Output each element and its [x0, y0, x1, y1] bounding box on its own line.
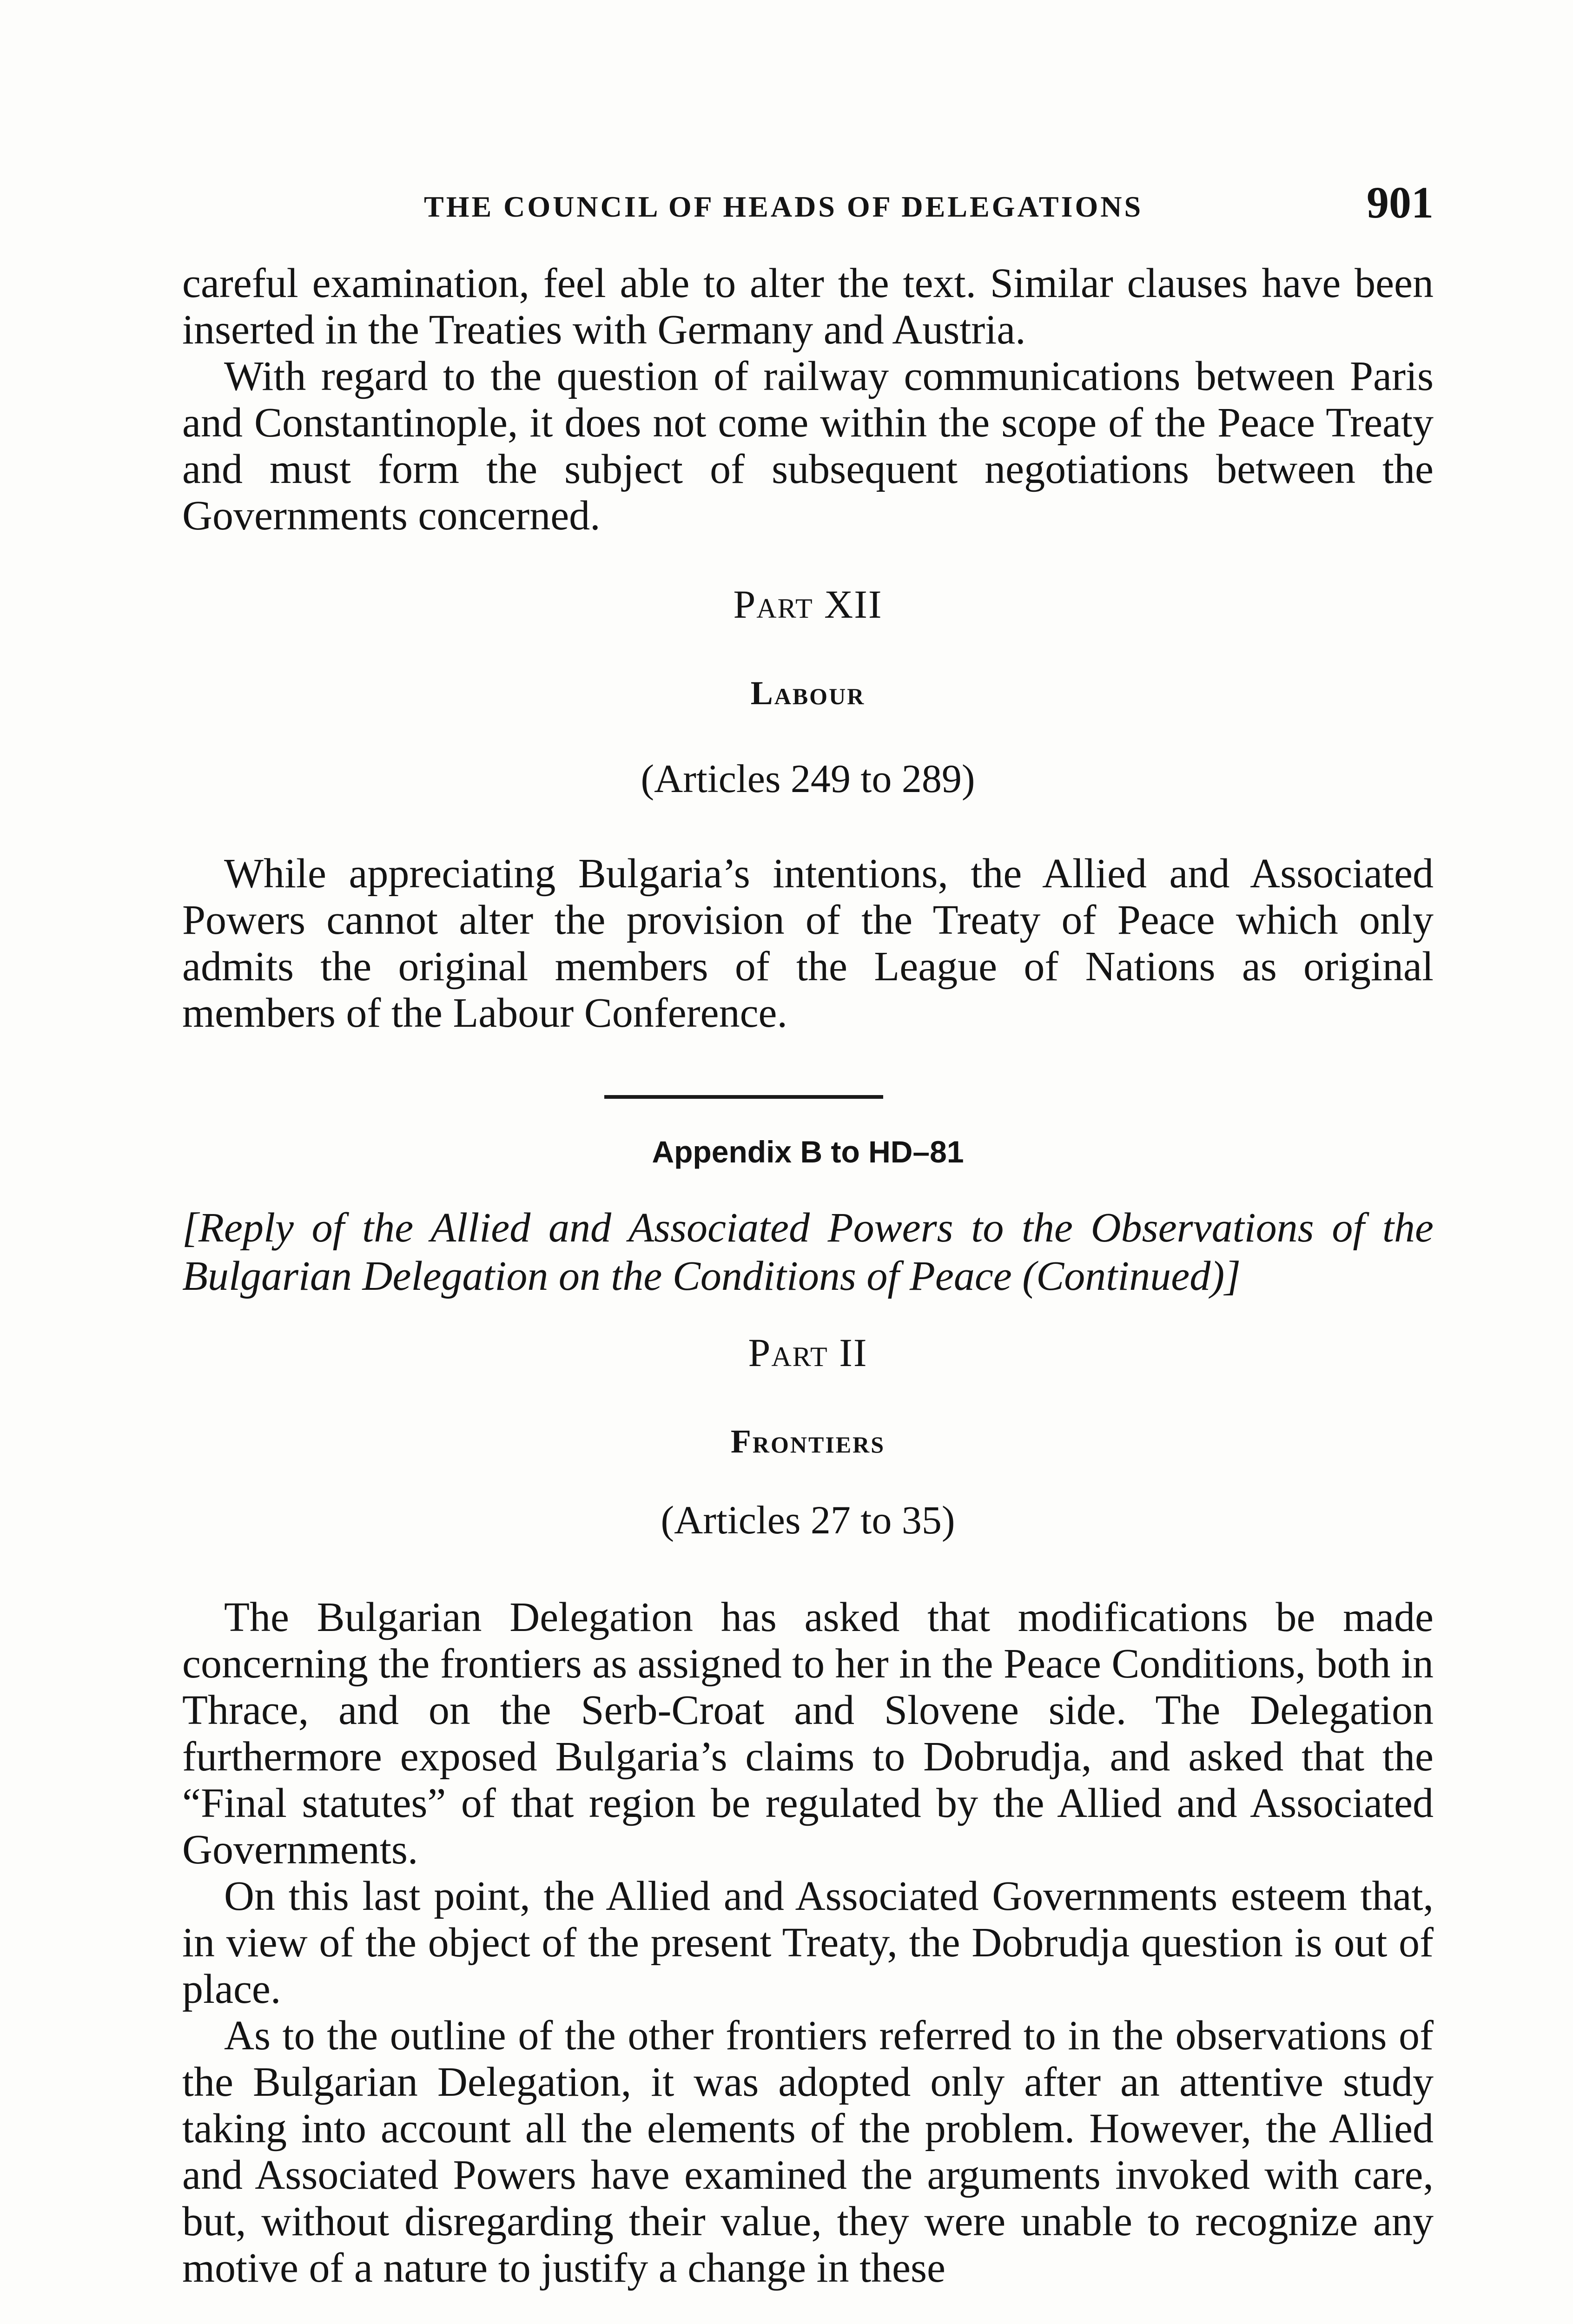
intro-text	[182, 260, 1434, 539]
paragraph-railway: With regard to the question of railway communications between Paris and Constantinople, it does not come within the scope of the Peace Treaty and must form the subject of subsequent negotiations between the Governments concerned.	[182, 353, 1434, 539]
paragraph-labour: While appreciating Bulgaria’s intentions, the Allied and Associated Powers cannot alter the provision of the Treaty of Peace which only admits the original members of the League of Nations as original members of the Labour Conference.	[182, 851, 1434, 1036]
labour-heading: Labour	[750, 674, 866, 712]
frontiers-text	[182, 1594, 1434, 2291]
paragraph-dobrudja: On this last point, the Allied and Associated Governments esteem that, in view of the object of the present Treaty, the Dobrudja question is out of place.	[182, 1873, 1434, 2012]
labour-articles: (Articles 249 to 289)	[641, 756, 975, 801]
appendix-subtitle: [Reply of the Allied and Associated Powers to the Observations of the Bulgarian Delegation on the Conditions of Peace (Continued)]	[182, 1205, 1434, 1299]
page-number: 901	[1367, 178, 1434, 227]
running-header	[182, 177, 1434, 232]
labour-text	[182, 851, 1434, 1037]
frontiers-articles: (Articles 27 to 35)	[661, 1498, 955, 1542]
paragraph-other-frontiers: As to the outline of the other frontiers referred to in the observations of the Bulgarian Delegation, it was adopted only after an attentive study taking into account all the elements of the problem. However, the Allied and Associated Powers have examined the arguments invoked with care, but, without disregarding their value, they were unable to recognize any motive of a nature to justify a change in these	[182, 2013, 1434, 2291]
appendix-title: Appendix B to HD–81	[652, 1135, 964, 1169]
running-header-title: THE COUNCIL OF HEADS OF DELEGATIONS	[424, 190, 1143, 223]
part-xii-heading: Part XII	[733, 582, 883, 627]
paragraph-continuation: careful examination, feel able to alter the text. Similar clauses have been inserted in the Treaties with Germany and Austria.	[182, 260, 1434, 353]
section-divider	[604, 1095, 883, 1099]
part-ii-heading: Part II	[748, 1330, 868, 1375]
paragraph-frontiers-request: The Bulgarian Delegation has asked that modifications be made concerning the frontiers as assigned to her in the Peace Conditions, both in Thrace, and on the Serb-Croat and Slovene side. The Delegation furthermore exposed Bulgaria’s claims to Dobrudja, and asked that the “Final statutes” of that region be regulated by the Allied and Associated Governments.	[182, 1594, 1434, 1873]
frontiers-heading: Frontiers	[730, 1423, 886, 1460]
